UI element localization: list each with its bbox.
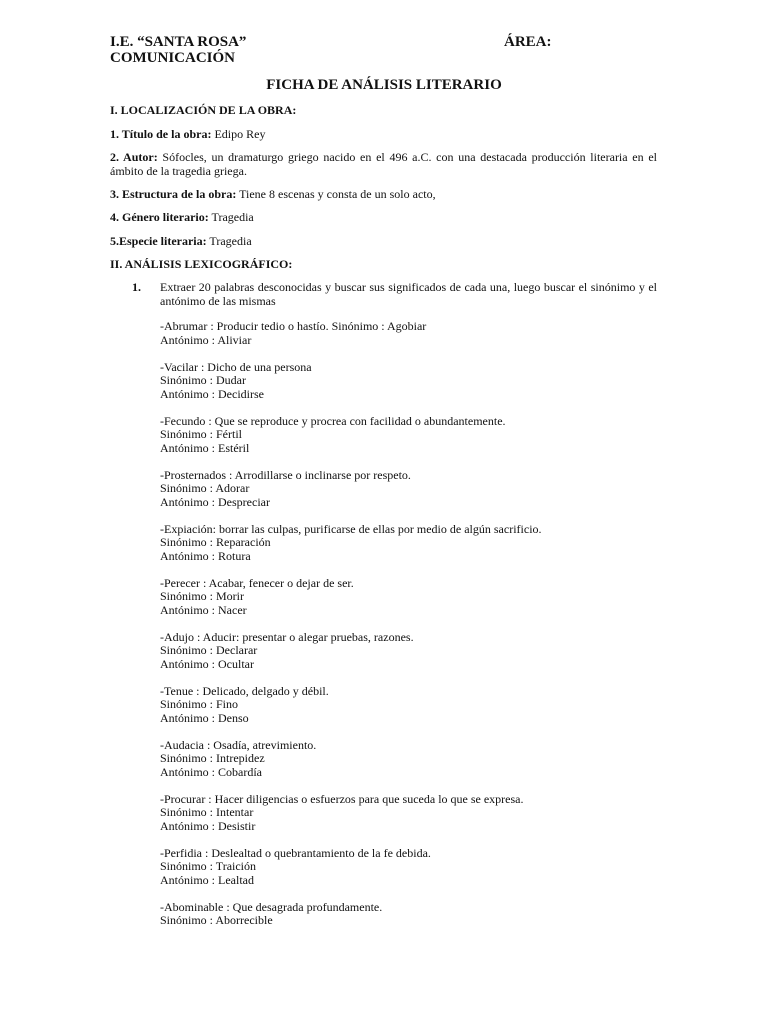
word-entry (160, 847, 660, 888)
area-value: COMUNICACIÓN (110, 50, 235, 66)
word-entry (160, 685, 660, 726)
word-entry (160, 631, 660, 672)
word-definition: -Expiación: borrar las culpas, purificarse de ellas por medio de algún sacrificio. (160, 521, 542, 536)
field-estructura (110, 187, 657, 201)
field-autor (110, 150, 657, 178)
field-value: Edipo Rey (211, 127, 266, 141)
list-item-number: 1. (132, 280, 141, 294)
word-synonym: Sinónimo : Declarar (160, 643, 258, 657)
word-antonym: Antónimo : Denso (160, 710, 249, 725)
page-title: FICHA DE ANÁLISIS LITERARIO (266, 77, 502, 93)
word-antonym: Antónimo : Nacer (160, 602, 247, 617)
word-antonym: Antónimo : Decidirse (160, 386, 264, 401)
field-value: Tragedia (206, 234, 252, 248)
word-synonym: Sinónimo : Intentar (160, 805, 254, 819)
word-synonym: Sinónimo : Adorar (160, 481, 250, 495)
word-definition: -Adujo : Aducir: presentar o alegar pruebas, razones. (160, 629, 414, 644)
list-item-instructions: Extraer 20 palabras desconocidas y buscar sus significados de cada una, luego buscar el sinónimo y el antónimo de las mismas (160, 280, 657, 308)
word-definition: -Procurar : Hacer diligencias o esfuerzos para que suceda lo que se expresa. (160, 791, 524, 806)
word-entry (160, 577, 660, 618)
word-definition: -Fecundo : Que se reproduce y procrea con facilidad o abundantemente. (160, 413, 506, 428)
field-label: 3. Estructura de la obra: (110, 187, 237, 201)
field-label: 5.Especie literaria: (110, 234, 207, 248)
word-antonym: Antónimo : Lealtad (160, 872, 254, 887)
field-especie (110, 234, 657, 248)
field-value: Sófocles, un dramaturgo griego nacido en el 496 a.C. con una destacada producción literaria en el ámbito de la tragedia griega. (110, 150, 658, 178)
word-synonym: Sinónimo : Dudar (160, 373, 246, 387)
field-label: 2. Autor: (110, 150, 158, 164)
word-antonym: Antónimo : Desistir (160, 818, 256, 833)
section-heading-lexicografico: II. ANÁLISIS LEXICOGRÁFICO: (110, 257, 293, 271)
word-synonym: Sinónimo : Morir (160, 589, 245, 603)
word-antonym: Antónimo : Despreciar (160, 494, 270, 509)
word-synonym: Sinónimo : Reparación (160, 535, 271, 549)
word-definition: -Abominable : Que desagrada profundamente. (160, 899, 383, 914)
word-entry (160, 901, 660, 928)
word-synonym: Sinónimo : Intrepidez (160, 751, 265, 765)
word-antonym: Antónimo : Rotura (160, 548, 251, 563)
word-definition: -Audacia : Osadía, atrevimiento. (160, 737, 317, 752)
word-entry (160, 415, 660, 456)
word-definition: -Abrumar : Producir tedio o hastío. Sinónimo : Agobiar (160, 319, 427, 333)
area-label: ÁREA: (504, 34, 552, 50)
word-definition: -Prosternados : Arrodillarse o inclinarse por respeto. (160, 467, 411, 482)
word-entry (160, 739, 660, 780)
word-synonym: Sinónimo : Aborrecible (160, 913, 273, 927)
word-definition: -Perfidia : Deslealtad o quebrantamiento de la fe debida. (160, 845, 431, 860)
word-entry (160, 793, 660, 834)
word-entry (160, 523, 660, 564)
field-label: 1. Título de la obra: (110, 127, 212, 141)
word-list (160, 320, 660, 941)
word-definition: -Tenue : Delicado, delgado y débil. (160, 683, 329, 698)
word-entry (160, 361, 660, 402)
document-header (110, 34, 670, 66)
word-definition: -Perecer : Acabar, fenecer o dejar de ser. (160, 575, 354, 590)
word-synonym: Sinónimo : Fino (160, 697, 239, 711)
field-label: 4. Género literario: (110, 210, 209, 224)
field-genero (110, 210, 657, 224)
word-synonym: Sinónimo : Fértil (160, 427, 243, 441)
word-entry (160, 469, 660, 510)
word-antonym: Antónimo : Aliviar (160, 332, 252, 347)
institution-name: I.E. “SANTA ROSA” (110, 34, 247, 50)
field-value: Tiene 8 escenas y consta de un solo acto, (236, 187, 436, 201)
word-antonym: Antónimo : Cobardía (160, 764, 262, 779)
word-antonym: Antónimo : Ocultar (160, 656, 254, 671)
field-titulo (110, 127, 657, 141)
word-entry (160, 320, 660, 347)
word-synonym: Sinónimo : Traición (160, 859, 257, 873)
field-value: Tragedia (208, 210, 254, 224)
word-antonym: Antónimo : Estéril (160, 440, 250, 455)
section-heading-localizacion: I. LOCALIZACIÓN DE LA OBRA: (110, 103, 297, 117)
word-definition: -Vacilar : Dicho de una persona (160, 359, 312, 374)
